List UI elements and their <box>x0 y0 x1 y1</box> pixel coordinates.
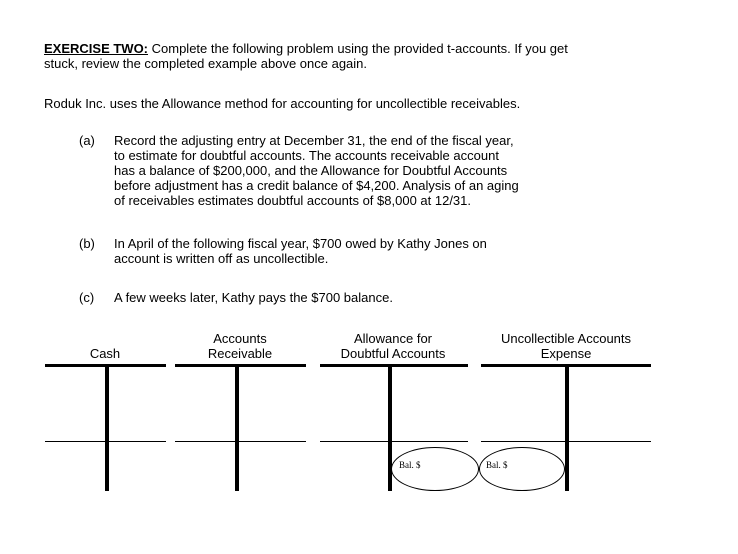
allowance-balance-label: Bal. $ <box>399 460 421 470</box>
item-a-marker: (a) <box>79 133 95 148</box>
t-account-ar-label <box>175 331 305 361</box>
company-statement: Roduk Inc. uses the Allowance method for accounting for uncollectible receivables. <box>44 96 521 111</box>
expense-label-line-1: Uncollectible Accounts <box>500 331 632 346</box>
ar-t-divider <box>175 441 306 442</box>
expense-t-stem <box>565 367 569 491</box>
allowance-label-line-1: Allowance for <box>353 331 433 346</box>
item-c-marker: (c) <box>79 290 95 305</box>
item-a-line-4: before adjustment has a credit balance of $4,200. Analysis of an aging <box>114 178 519 193</box>
item-b-line-2: account is written off as uncollectible. <box>114 251 329 266</box>
allowance-t-divider <box>320 441 468 442</box>
expense-label-line-2: Expense <box>540 346 592 361</box>
cash-t-stem <box>105 367 109 491</box>
allowance-t-top <box>320 364 468 367</box>
item-b-line-1: In April of the following fiscal year, $700 owed by Kathy Jones on <box>114 236 487 251</box>
ar-t-stem <box>235 367 239 491</box>
cash-label: Cash <box>89 346 121 361</box>
cash-t-divider <box>45 441 166 442</box>
ar-t-top <box>175 364 306 367</box>
t-account-expense-label <box>476 331 656 361</box>
item-a-line-1: Record the adjusting entry at December 31, the end of the fiscal year, <box>114 133 514 148</box>
item-a-line-2: to estimate for doubtful accounts. The accounts receivable account <box>114 148 499 163</box>
exercise-intro-line-1 <box>44 41 568 56</box>
ar-label-line-2: Receivable <box>207 346 273 361</box>
exercise-intro-line-2: stuck, review the completed example above once again. <box>44 56 368 71</box>
item-b-marker: (b) <box>79 236 95 251</box>
exercise-instructions: Complete the following problem using the provided t-accounts. If you get <box>148 41 568 56</box>
allowance-label-line-2: Doubtful Accounts <box>340 346 446 361</box>
expense-t-divider <box>481 441 651 442</box>
ar-label-line-1: Accounts <box>213 331 267 346</box>
item-c-line-1: A few weeks later, Kathy pays the $700 balance. <box>114 290 393 305</box>
t-account-allowance-label <box>318 331 468 361</box>
t-account-cash-label <box>45 346 165 361</box>
item-a-line-3: has a balance of $200,000, and the Allowance for Doubtful Accounts <box>114 163 508 178</box>
item-a-line-5: of receivables estimates doubtful accounts of $8,000 at 12/31. <box>114 193 472 208</box>
exercise-heading: EXERCISE TWO: <box>44 41 149 56</box>
expense-balance-label: Bal. $ <box>486 460 508 470</box>
